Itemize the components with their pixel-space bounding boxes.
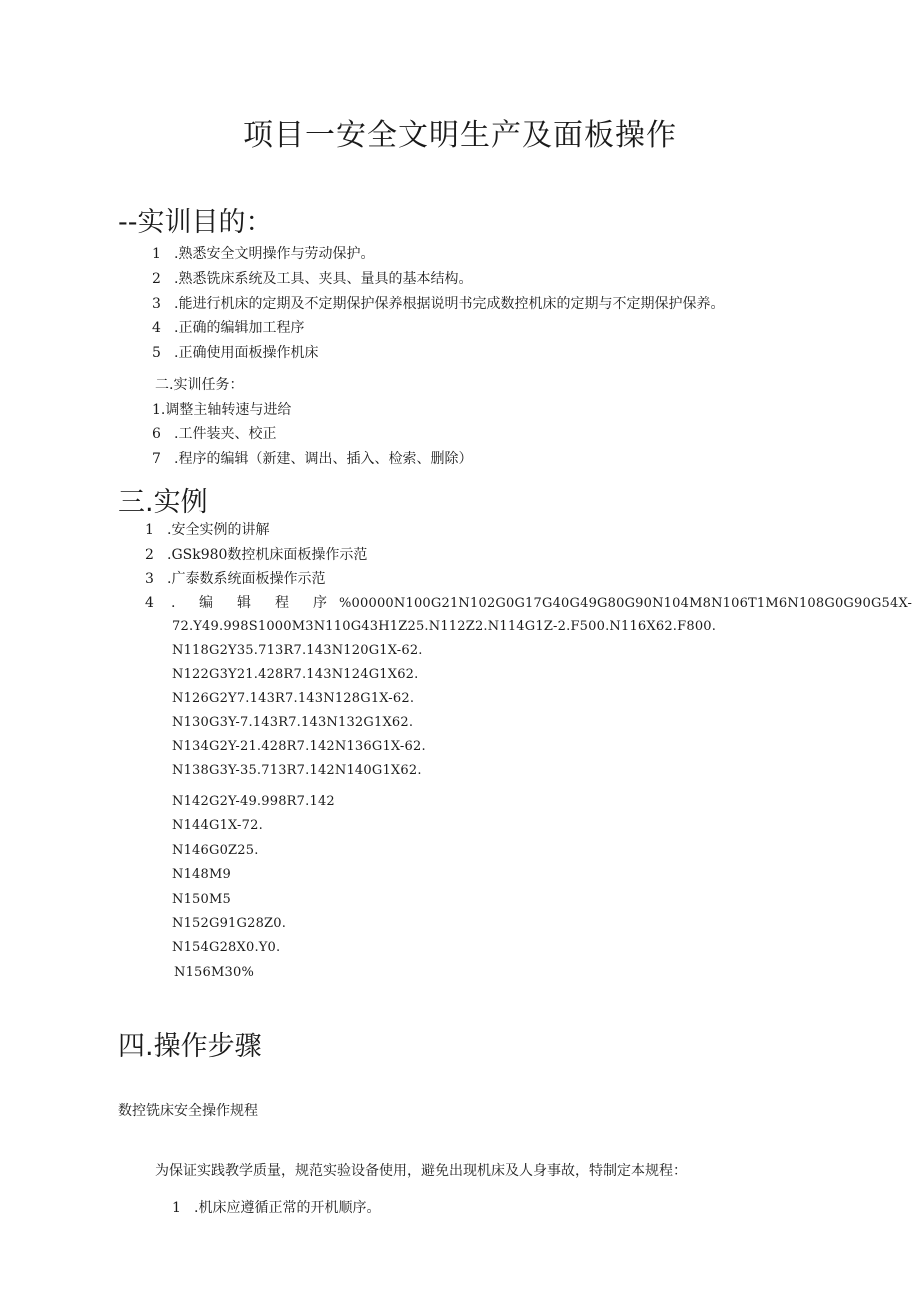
- code-line: N146G0Z25.: [172, 843, 259, 858]
- item-number: 4: [152, 320, 161, 336]
- code-line: N144G1X-72.: [172, 818, 263, 833]
- item-text: .正确的编辑加工程序: [174, 320, 305, 336]
- list-item: [145, 546, 367, 564]
- item-number: 6: [152, 426, 161, 442]
- code-line: N138G3Y-35.713R7.142N140G1X62.: [172, 763, 422, 778]
- code-line: N130G3Y-7.143R7.143N132G1X62.: [172, 715, 414, 730]
- list-item: [172, 1199, 380, 1217]
- item-number: 3: [152, 296, 161, 312]
- list-item: [152, 425, 276, 443]
- item-text: .机床应遵循正常的开机顺序。: [194, 1200, 381, 1216]
- code-line: 72.Y49.998S1000M3N110G43H1Z25.N112Z2.N114G1Z-2.F500.N116X62.F800.: [172, 619, 717, 634]
- list-item: [152, 295, 724, 313]
- list-item: [152, 401, 291, 419]
- item-number: 1: [152, 246, 161, 262]
- section-heading-training-goals: --实训目的：: [118, 207, 273, 238]
- subsection-title: 数控铣床安全操作规程: [118, 1103, 258, 1119]
- item-number: 1: [145, 522, 154, 538]
- item-text: .程序的编辑（新建、调出、插入、检索、删除）: [174, 451, 473, 467]
- item-text: .工件装夹、校正: [174, 426, 277, 442]
- item-text: 1.调整主轴转速与进给: [152, 402, 292, 418]
- code-line: N152G91G28Z0.: [172, 916, 287, 931]
- item-text: .能进行机床的定期及不定期保护保养根据说明书完成数控机床的定期与不定期保护保养。: [174, 296, 725, 312]
- section-heading-operation-steps: 四.操作步骤: [118, 1031, 262, 1062]
- code-line: N134G2Y-21.428R7.142N136G1X-62.: [172, 739, 426, 754]
- code-line-first: %00000N100G21N102G0G17G40G49G80G90N104M8N106T1M6N108G0G90G54X-: [339, 596, 913, 611]
- item-text: .正确使用面板操作机床: [174, 345, 319, 361]
- item-number: 2: [145, 547, 154, 563]
- item-label-char: 编: [199, 595, 213, 611]
- item-label-char: 程: [275, 595, 289, 611]
- list-item: [152, 344, 318, 362]
- list-item: [152, 270, 472, 288]
- list-item: [152, 245, 374, 263]
- section-heading-training-tasks: 二.实训任务：: [155, 377, 244, 393]
- list-item: [145, 521, 269, 539]
- item-text: .安全实例的讲解: [167, 522, 270, 538]
- code-line: N148M9: [172, 867, 231, 882]
- code-line: N154G28X0.Y0.: [172, 940, 281, 955]
- item-text: .GSk980数控机床面板操作示范: [167, 547, 368, 563]
- item-text: .熟悉安全文明操作与劳动保护。: [174, 246, 375, 262]
- code-line: N156M30%: [174, 965, 254, 980]
- code-line: N150M5: [172, 892, 231, 907]
- item-number: 2: [152, 271, 161, 287]
- list-item: [152, 319, 304, 337]
- item-text: .熟悉铣床系统及工具、夹具、量具的基本结构。: [174, 271, 473, 287]
- item-text: .广泰数系统面板操作示范: [167, 571, 326, 587]
- list-item: [152, 450, 472, 468]
- item-label-char: 序: [313, 595, 327, 611]
- item-number: 3: [145, 571, 154, 587]
- item-label-char: 辑: [237, 595, 251, 611]
- code-line: N126G2Y7.143R7.143N128G1X-62.: [172, 691, 415, 706]
- section-heading-examples: 三.实例: [118, 487, 208, 518]
- code-line: N142G2Y-49.998R7.142: [172, 794, 335, 809]
- list-item-edit-program: [145, 594, 912, 613]
- item-number: 4: [145, 595, 154, 611]
- item-number: 5: [152, 345, 161, 361]
- item-label-char: .: [171, 595, 176, 611]
- list-item: [145, 570, 325, 588]
- item-number: 7: [152, 451, 161, 467]
- code-line: N122G3Y21.428R7.143N124G1X62.: [172, 667, 419, 682]
- intro-paragraph: 为保证实践教学质量，规范实验设备使用，避免出现机床及人身事故，特制定本规程：: [155, 1163, 687, 1179]
- page-title: 项目一安全文明生产及面板操作: [243, 118, 677, 153]
- code-line: N118G2Y35.713R7.143N120G1X-62.: [172, 643, 423, 658]
- item-number: 1: [172, 1200, 181, 1216]
